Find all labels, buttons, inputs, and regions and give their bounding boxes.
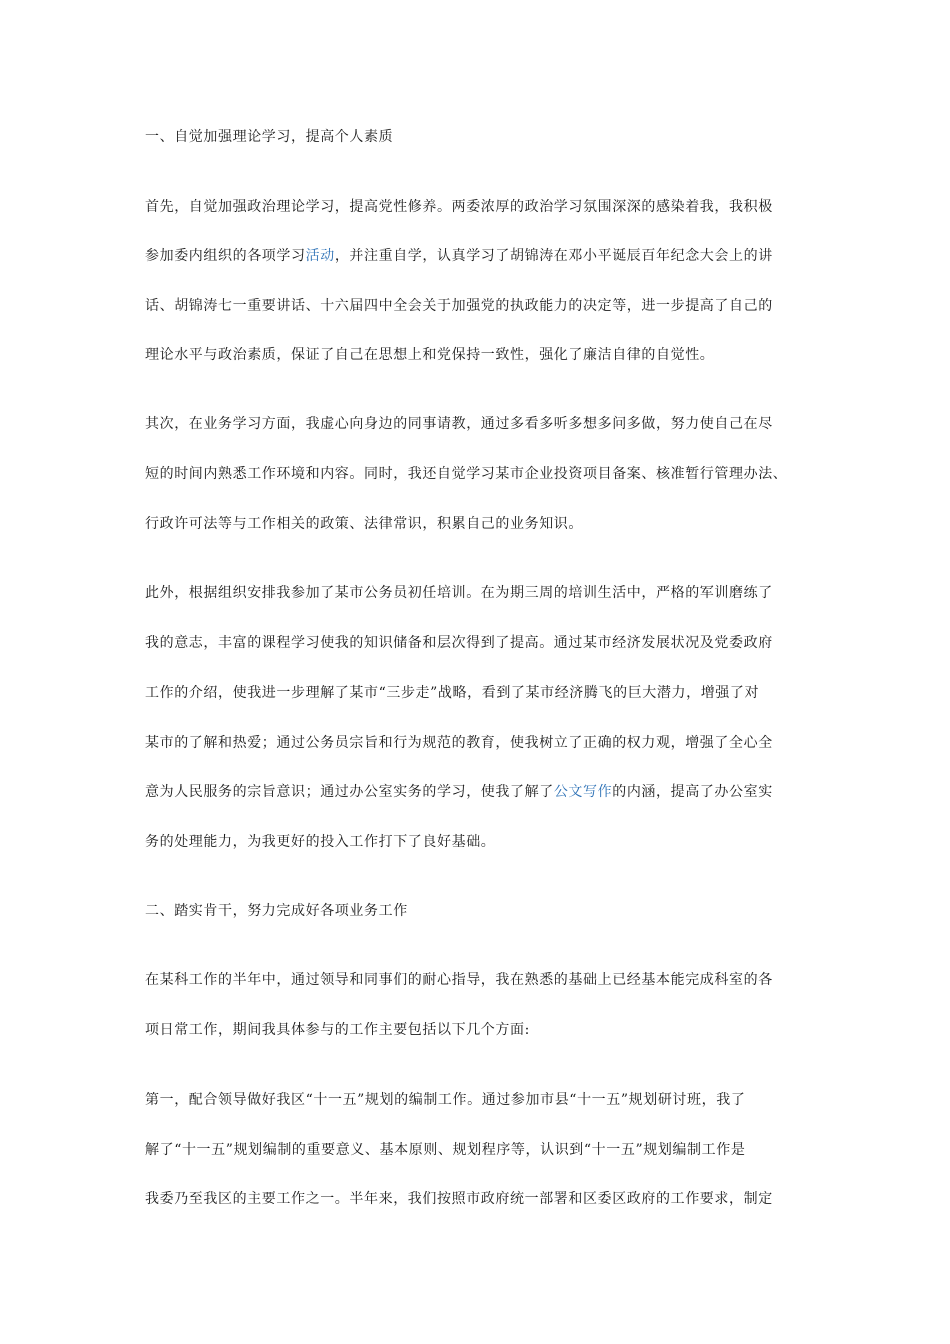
document-writing-link[interactable]: 公文写作	[553, 784, 613, 800]
p1-line-1: 首先，自觉加强政治理论学习，提高党性修养。两委浓厚的政治学习氛围深深的感染着我，我积极	[145, 199, 773, 215]
p5-line-3: 我委乃至我区的主要工作之一。半年来，我们按照市政府统一部署和区委区政府的工作要求，制定	[145, 1191, 773, 1207]
p4-line-2: 项日常工作，期间我具体参与的工作主要包括以下几个方面:	[145, 1022, 530, 1038]
p1-line-4: 理论水平与政治素质，保证了自己在思想上和党保持一致性，强化了廉洁自律的自觉性。	[145, 347, 715, 363]
p1-line-3: 话、胡锦涛七一重要讲话、十六届四中全会关于加强党的执政能力的决定等，进一步提高了自己的	[145, 298, 773, 314]
p2-line-3: 行政许可法等与工作相关的政策、法律常识，积累自己的业务知识。	[145, 516, 583, 532]
p1-line-2-text-a: 参加委内组织的各项学习	[145, 248, 306, 264]
p2-line-2: 短的时间内熟悉工作环境和内容。同时，我还自觉学习某市企业投资项目备案、核准暂行管理办法、	[145, 466, 788, 482]
p3-line-1: 此外，根据组织安排我参加了某市公务员初任培训。在为期三周的培训生活中，严格的军训磨练了	[145, 585, 773, 601]
activity-link[interactable]: 活动	[305, 248, 335, 264]
p3-line-4: 某市的了解和热爱；通过公务员宗旨和行为规范的教育，使我树立了正确的权力观，增强了全心全	[145, 735, 773, 751]
p5-line-2: 解了“十一五”规划编制的重要意义、基本原则、规划程序等，认识到“十一五”规划编制工作是	[145, 1142, 746, 1158]
p3-line-5	[145, 782, 773, 802]
p3-line-2: 我的意志，丰富的课程学习使我的知识储备和层次得到了提高。通过某市经济发展状况及党委政府	[145, 635, 773, 651]
section2-heading: 二、踏实肯干，努力完成好各项业务工作	[145, 903, 408, 919]
p1-line-2	[145, 246, 773, 266]
p3-line-6: 务的处理能力，为我更好的投入工作打下了良好基础。	[145, 834, 496, 850]
p1-line-2-text-b: ，并注重自学，认真学习了胡锦涛在邓小平诞辰百年纪念大会上的讲	[334, 248, 773, 264]
p3-line-3: 工作的介绍，使我进一步理解了某市“三步走”战略，看到了某市经济腾飞的巨大潜力，增强了对	[145, 685, 760, 701]
section1-heading: 一、自觉加强理论学习，提高个人素质	[145, 129, 394, 145]
p3-line-5-text-a: 意为人民服务的宗旨意识；通过办公室实务的学习，使我了解了	[145, 784, 554, 800]
p3-line-5-text-b: 的内涵，提高了办公室实	[612, 784, 773, 800]
p5-line-1: 第一，配合领导做好我区“十一五”规划的编制工作。通过参加市县“十一五”规划研讨班，我了	[145, 1092, 746, 1108]
p2-line-1: 其次，在业务学习方面，我虚心向身边的同事请教，通过多看多听多想多问多做，努力使自己在尽	[145, 416, 773, 432]
p4-line-1: 在某科工作的半年中，通过领导和同事们的耐心指导，我在熟悉的基础上已经基本能完成科室的各	[145, 972, 773, 988]
